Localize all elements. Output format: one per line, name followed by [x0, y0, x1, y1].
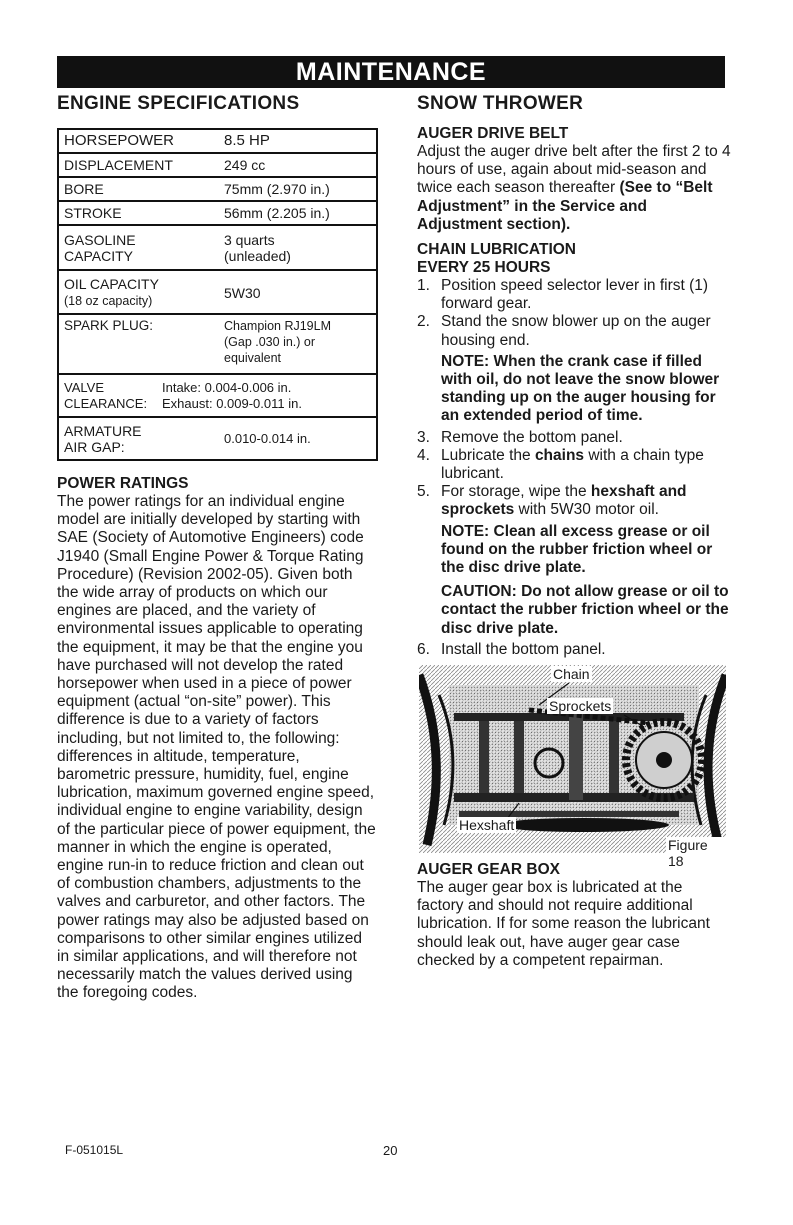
figure-18: [419, 665, 726, 870]
step-number: 6.: [417, 640, 430, 658]
step-number: 3.: [417, 428, 430, 446]
section-banner: MAINTENANCE: [57, 56, 725, 88]
step-text: Remove the bottom panel.: [441, 428, 623, 446]
belt-text: Adjust the auger drive belt after the first 2 to 4 hours of use, again about mid-season and twice each season thereafter: [417, 143, 731, 197]
step-text: [441, 447, 732, 483]
spec-label: DISPLACEMENT: [64, 157, 173, 173]
label-chain: Chain: [553, 666, 590, 683]
step-text-part: Lubricate the: [441, 446, 535, 464]
auger-drive-belt-title: AUGER DRIVE BELT: [417, 125, 569, 142]
spec-row-oil: [59, 271, 376, 315]
caution-grease: CAUTION: Do not allow grease or oil to contact the rubber friction wheel or the disc drive plate.: [441, 583, 729, 637]
step-text: Position speed selector lever in first (1) forward gear.: [441, 277, 709, 313]
power-ratings-section: [57, 475, 377, 1003]
spec-row-spark-plug: [59, 315, 376, 375]
spec-value: [224, 232, 371, 264]
step-text-bold: chains: [534, 446, 585, 464]
spec-label-line: (18 oz capacity): [64, 294, 153, 308]
lubrication-steps-cont: [417, 429, 732, 520]
spec-label: [64, 276, 224, 309]
step-text-part: with a chain type lubricant.: [441, 446, 704, 483]
spec-label-line: OIL CAPACITY: [64, 276, 159, 292]
spec-value-line: (Gap .030 in.) or: [224, 335, 316, 349]
figure-caption: Figure 18: [666, 837, 726, 869]
chain-lubrication-interval: EVERY 25 HOURS: [417, 259, 551, 277]
step-text-bold: hexshaft and sprockets: [441, 483, 687, 519]
spec-value: 8.5 HP: [224, 132, 270, 149]
valve-line-exhaust: [64, 396, 371, 412]
spec-value-line: Champion RJ19LM: [224, 319, 331, 333]
step-text: [441, 483, 732, 519]
auger-drive-belt-text: [417, 143, 732, 234]
spec-row-stroke: [59, 202, 376, 226]
spec-value: 249 cc: [224, 157, 266, 173]
power-ratings-text: The power ratings for an individual engine model are initially developed by starting with SAE (Society of Automotive Engineers) code J1940 (Small Engine Power & Torque Rating Procedure) (Revision 2002-05). Given both the wide array of products on which our engines are placed, and the variety of environmental issues applicable to operating the equipment, it may be that the engine you have purchased will not develop the rated horsepower when used in a piece of power equipment (actual “on-site” power). This difference is due to a variety of factors including, but not limited to, the following: differences in altitude, temperature, barometric pressure, humidity, fuel, engine lubrication, maximum governed engine speed, individual engine to engine variability, design of the particular piece of power equipment, the manner in which the engine is operated, engine run-in to reduce friction and clean out of combustion chambers, adjustments to the valves and carburetor, and other factors. The power ratings may also be adjusted based on comparisons to other similar engines utilized in similar applications, and will therefore not necessarily match the values derived using the foregoing codes.: [57, 493, 376, 1002]
auger-gear-box-title: AUGER GEAR BOX: [417, 861, 560, 879]
spec-label: HORSEPOWER: [64, 132, 175, 149]
spec-label: [64, 232, 224, 264]
chain-lubrication-title: CHAIN LUBRICATION: [417, 241, 577, 259]
spec-label: SPARK PLUG:: [64, 318, 154, 333]
spec-label: [64, 423, 224, 455]
label-sprockets: Sprockets: [549, 698, 612, 715]
engine-specs-table: [57, 128, 378, 461]
spec-value: 5W30: [224, 284, 261, 301]
valve-line-intake: [64, 380, 371, 396]
spec-value: 75mm (2.970 in.): [224, 181, 330, 197]
note-crank-case: NOTE: When the crank case if filled with oil, do not leave the snow blower standing up on the auger housing for an extended period of time.: [441, 352, 720, 425]
power-ratings-title: POWER RATINGS: [57, 475, 189, 492]
auger-gear-box-text: The auger gear box is lubricated at the factory and should not require additional lubrication. If for some reason the lubricant should leak out, have auger gear case checked by a competent repairman.: [417, 879, 710, 969]
spec-row-valve-clearance: [59, 375, 376, 418]
snow-thrower-title: SNOW THROWER: [417, 93, 584, 114]
spec-value-line: (unleaded): [224, 248, 291, 264]
spec-label: VALVE: [64, 380, 104, 395]
lubrication-steps: [417, 277, 732, 350]
spec-row-gasoline: [59, 226, 376, 271]
step-text-part: For storage, wipe the: [441, 483, 591, 501]
engine-specs-title: ENGINE SPECIFICATIONS: [57, 93, 300, 114]
spec-value: Intake: 0.004-0.006 in.: [162, 380, 292, 395]
spec-value-line: 3 quarts: [224, 232, 275, 248]
spec-value: 0.010-0.014 in.: [224, 431, 311, 446]
auger-drive-belt-section: [417, 125, 732, 234]
step-number: 5.: [417, 483, 430, 501]
spec-value: 56mm (2.205 in.): [224, 205, 330, 221]
right-column: [417, 93, 732, 970]
page-number: 20: [383, 1143, 398, 1158]
spec-row-armature: [59, 418, 376, 459]
left-column: [57, 93, 377, 1003]
spec-label-line: CAPACITY: [64, 248, 133, 264]
spec-value-line: equivalent: [224, 351, 281, 365]
document-code: F-051015L: [65, 1143, 124, 1157]
step-2: [417, 313, 732, 349]
note-clean-grease: NOTE: Clean all excess grease or oil found on the rubber friction wheel or the disc drive plate.: [441, 522, 713, 577]
step-text: Install the bottom panel.: [441, 640, 606, 658]
spec-label: STROKE: [64, 205, 122, 221]
spec-label-line: GASOLINE: [64, 232, 136, 248]
spec-label-line: ARMATURE: [64, 423, 142, 439]
spec-label: CLEARANCE:: [64, 396, 148, 411]
lubrication-steps-final: [417, 641, 732, 659]
step-number: 4.: [417, 446, 430, 464]
label-hexshaft: Hexshaft: [459, 817, 515, 834]
step-text: Stand the snow blower up on the auger housing end.: [441, 313, 711, 349]
belt-reference: (See to “Belt Adjustment” in the Service and Adjustment section).: [417, 179, 713, 233]
step-6: [417, 641, 732, 659]
spec-row-horsepower: [59, 130, 376, 154]
step-4: [417, 447, 732, 483]
spec-label-line: AIR GAP:: [64, 439, 125, 455]
spec-value: [224, 318, 371, 366]
step-number: 2.: [417, 313, 430, 331]
step-3: [417, 429, 732, 447]
spec-row-displacement: [59, 154, 376, 178]
auger-gear-box-section: [417, 861, 732, 970]
spec-value: Exhaust: 0.009-0.011 in.: [162, 396, 302, 411]
spec-label: BORE: [64, 181, 104, 197]
step-number: 1.: [417, 277, 430, 295]
spec-row-bore: [59, 178, 376, 202]
step-text-part: with 5W30 motor oil.: [514, 501, 659, 519]
step-1: [417, 277, 732, 313]
step-5: [417, 483, 732, 519]
